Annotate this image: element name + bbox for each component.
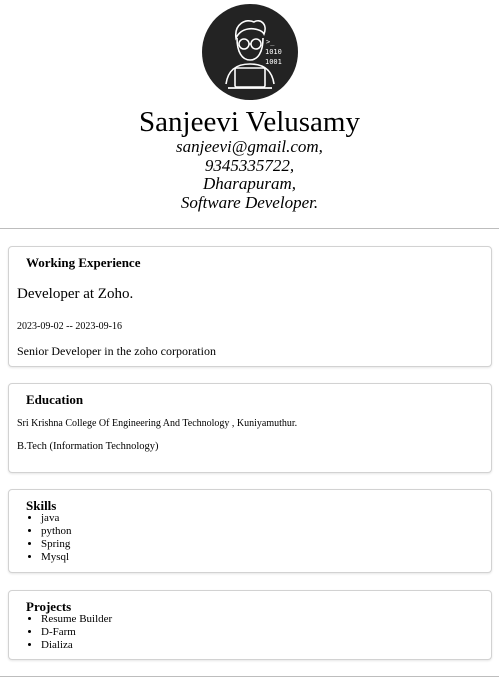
- skill-item: • Mysql: [41, 551, 72, 564]
- skills-card: [8, 489, 492, 573]
- project-item: • D-Farm: [41, 626, 112, 639]
- profile-name: Sanjeevi Velusamy: [139, 106, 360, 138]
- code-prompt: >_: [266, 38, 275, 46]
- skill-item: • python: [41, 525, 72, 538]
- code-binary-1: 1010: [265, 48, 282, 56]
- contact-role: Software Developer.: [180, 192, 319, 212]
- experience-position: Developer at Zoho.: [17, 286, 134, 302]
- experience-title: Working Experience: [26, 255, 141, 270]
- education-title: Education: [26, 392, 84, 407]
- avatar: [202, 4, 298, 100]
- contact-email: sanjeevi@gmail.com,: [176, 137, 323, 156]
- skill-item: • java: [41, 512, 72, 525]
- code-binary-2: 1001: [265, 58, 282, 66]
- experience-description: Senior Developer in the zoho corporation: [17, 344, 216, 358]
- project-item: • Resume Builder: [41, 613, 112, 626]
- projects-title: Projects: [26, 599, 72, 614]
- skills-title: Skills: [26, 498, 57, 513]
- projects-list: [17, 613, 112, 652]
- project-item: • Dializa: [41, 639, 112, 652]
- experience-dates: 2023-09-02 -- 2023-09-16: [17, 321, 122, 332]
- header-divider: [0, 228, 499, 229]
- projects-card: [8, 590, 492, 660]
- developer-avatar-icon: [202, 4, 298, 100]
- education-degree: B.Tech (Information Technology): [17, 441, 159, 452]
- footer-divider: [0, 676, 499, 677]
- skills-list: [17, 512, 72, 564]
- skill-item: • Spring: [41, 538, 72, 551]
- education-card: [8, 383, 492, 473]
- education-institution: Sri Krishna College Of Engineering And Technology , Kuniyamuthur.: [17, 418, 298, 429]
- contact-location: Dharapuram,: [202, 174, 297, 193]
- contact-phone: 9345335722,: [204, 155, 295, 175]
- experience-card: [8, 246, 492, 367]
- contact-block: [0, 138, 499, 212]
